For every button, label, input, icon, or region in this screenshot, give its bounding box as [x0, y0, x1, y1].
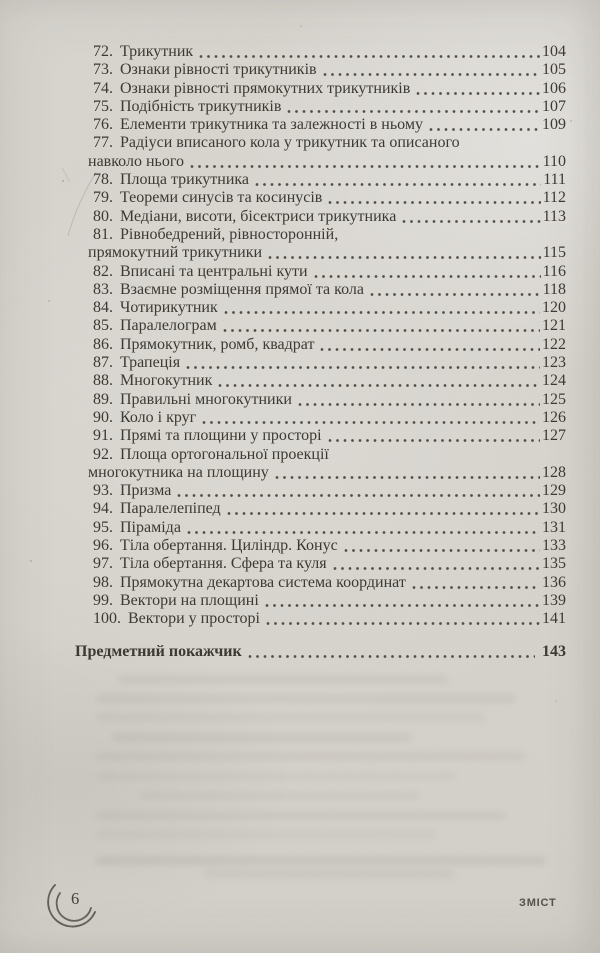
entry-number: 76.	[93, 116, 113, 134]
toc-entry	[88, 482, 566, 500]
entry-number: 92.	[93, 445, 113, 463]
paper-specks	[0, 0, 2, 2]
toc-entry	[88, 116, 566, 134]
show-through-smudge	[118, 675, 448, 684]
show-through-smudge	[96, 830, 436, 839]
toc-entry	[88, 134, 566, 152]
dot-leader	[322, 61, 540, 79]
entry-title-continued: многокутника на площину	[88, 463, 269, 481]
dot-leader	[267, 244, 541, 262]
entry-title: Прямокутна декартова система координат	[120, 573, 406, 591]
entry-title: Вектори на площині	[120, 591, 259, 609]
entry-number: 97.	[93, 555, 113, 573]
dot-leader	[222, 317, 540, 335]
toc-entry	[88, 336, 566, 354]
dot-leader	[185, 354, 540, 372]
index-page-number: 143	[542, 642, 566, 660]
toc-entry-continuation	[88, 464, 566, 482]
entry-page-number: 130	[542, 500, 566, 518]
entry-number: 74.	[93, 79, 113, 97]
toc-entry	[88, 226, 566, 244]
dot-leader	[428, 116, 540, 134]
toc-entry-continuation	[88, 153, 566, 171]
entry-number: 86.	[93, 335, 113, 353]
dot-leader	[198, 43, 540, 61]
entry-title: Правильні многокутники	[120, 390, 292, 408]
toc-entry	[88, 372, 566, 390]
dot-leader	[401, 208, 540, 226]
dot-leader	[176, 482, 540, 500]
entry-title: Трапеція	[120, 354, 181, 372]
entry-number: 80.	[93, 207, 113, 225]
entry-title: Паралелепіпед	[120, 500, 221, 518]
entry-title: Вектори у просторі	[128, 610, 260, 628]
toc-list	[88, 43, 566, 629]
toc-entry-continuation	[88, 244, 566, 262]
entry-page-number: 122	[542, 335, 566, 353]
entry-page-number: 127	[542, 427, 566, 445]
toc-entry	[88, 537, 566, 555]
toc-entry	[88, 409, 566, 427]
entry-title: Коло і круг	[120, 408, 197, 426]
show-through-smudge	[96, 713, 486, 722]
index-entry	[75, 643, 566, 661]
entry-number: 88.	[93, 372, 113, 390]
dot-leader	[265, 610, 540, 628]
show-through-smudge	[205, 869, 455, 878]
toc-entry	[88, 519, 566, 537]
dot-leader	[332, 555, 540, 573]
entry-number: 82.	[93, 262, 113, 280]
dot-leader	[254, 171, 541, 189]
dot-leader	[189, 153, 541, 171]
dot-leader	[369, 281, 541, 299]
toc-entry	[88, 171, 566, 189]
show-through-smudge	[96, 752, 526, 761]
entry-number: 94.	[93, 500, 113, 518]
table-of-contents	[75, 43, 566, 661]
entry-number: 100.	[93, 610, 121, 628]
dot-leader	[217, 372, 540, 390]
entry-page-number: 107	[542, 97, 566, 115]
toc-entry	[88, 555, 566, 573]
toc-entry	[88, 263, 566, 281]
entry-title: Площа трикутника	[120, 171, 250, 189]
dot-leader	[319, 336, 540, 354]
show-through-smudge	[140, 791, 420, 800]
entry-page-number: 110	[542, 152, 566, 170]
entry-title-continued: прямокутний трикутники	[88, 244, 263, 262]
entry-page-number: 124	[542, 372, 566, 390]
entry-number: 72.	[93, 43, 113, 60]
entry-title: Прямі та площини у просторі	[120, 427, 322, 445]
entry-number: 93.	[93, 482, 113, 500]
entry-title: Елементи трикутника та залежності в ньому	[120, 116, 423, 134]
entry-page-number: 129	[542, 482, 566, 500]
entry-title: Ознаки рівності трикутників	[120, 61, 317, 79]
dot-leader	[186, 519, 540, 537]
toc-entry	[88, 208, 566, 226]
entry-page-number: 136	[542, 573, 566, 591]
entry-title: Піраміда	[120, 518, 181, 536]
toc-entry	[88, 98, 566, 116]
entry-page-number: 123	[542, 354, 566, 372]
entry-page-number: 125	[542, 390, 566, 408]
folio-page-number: 6	[71, 889, 80, 908]
entry-number: 91.	[93, 427, 113, 445]
dot-leader	[226, 500, 540, 518]
entry-page-number: 118	[542, 280, 566, 298]
entry-title-continued: навколо нього	[88, 152, 184, 170]
entry-page-number: 113	[542, 207, 566, 225]
entry-number: 77.	[93, 134, 113, 152]
show-through-smudge	[96, 694, 516, 703]
entry-title: Рівнобедрений, рівносторонній,	[120, 225, 339, 243]
entry-number: 83.	[93, 280, 113, 298]
entry-title: Подібність трикутників	[120, 97, 282, 115]
dot-leader	[415, 80, 540, 98]
entry-title: Тіла обертання. Циліндр. Конус	[120, 537, 338, 555]
dot-leader	[327, 189, 540, 207]
entry-page-number: 126	[542, 408, 566, 426]
dot-leader	[297, 391, 540, 409]
dot-leader	[247, 643, 535, 661]
entry-page-number: 121	[542, 317, 566, 335]
entry-number: 87.	[93, 354, 113, 372]
entry-number: 73.	[93, 61, 113, 79]
entry-number: 81.	[93, 225, 113, 243]
entry-title: Теореми синусів та косинусів	[120, 189, 323, 207]
entry-page-number: 112	[542, 189, 566, 207]
entry-number: 95.	[93, 518, 113, 536]
entry-number: 79.	[93, 189, 113, 207]
entry-title: Чотирикутник	[120, 299, 218, 317]
entry-page-number: 139	[542, 591, 566, 609]
toc-entry	[88, 592, 566, 610]
dot-leader	[313, 263, 541, 281]
show-through-smudge	[112, 733, 412, 742]
entry-page-number: 131	[542, 518, 566, 536]
dot-leader	[223, 299, 540, 317]
entry-page-number: 128	[542, 463, 566, 481]
entry-number: 78.	[93, 171, 113, 189]
entry-number: 84.	[93, 299, 113, 317]
dot-leader	[343, 537, 540, 555]
entry-page-number: 141	[542, 610, 566, 628]
toc-entry	[88, 317, 566, 335]
show-through-smudge	[96, 811, 506, 820]
toc-entry	[88, 427, 566, 445]
entry-title: Призма	[120, 482, 172, 500]
entry-page-number: 133	[542, 537, 566, 555]
index-title: Предметний покажчик	[75, 642, 242, 660]
entry-page-number: 109	[542, 116, 566, 134]
entry-title: Трикутник	[120, 43, 194, 60]
entry-page-number: 104	[542, 43, 566, 60]
dot-leader	[411, 574, 540, 592]
entry-number: 90.	[93, 408, 113, 426]
entry-page-number: 135	[542, 555, 566, 573]
toc-entry	[88, 80, 566, 98]
entry-page-number: 115	[542, 244, 566, 262]
entry-title: Радіуси вписаного кола у трикутник та описаного	[120, 134, 460, 152]
show-through-smudge	[96, 856, 546, 865]
entry-page-number: 111	[543, 171, 566, 189]
dot-leader	[327, 427, 540, 445]
entry-title: Взаємне розміщення прямої та кола	[120, 280, 364, 298]
entry-title: Медіани, висоти, бісектриси трикутника	[120, 207, 397, 225]
entry-page-number: 116	[542, 262, 566, 280]
entry-number: 89.	[93, 390, 113, 408]
entry-title: Ознаки рівності прямокутних трикутників	[120, 79, 411, 97]
toc-entry	[88, 574, 566, 592]
toc-entry	[88, 610, 566, 628]
running-title: ЗМІСТ	[519, 897, 557, 909]
toc-entry	[88, 354, 566, 372]
show-through-smudge	[96, 772, 456, 781]
toc-entry	[88, 43, 566, 61]
entry-title: Паралелограм	[120, 317, 217, 335]
dot-leader	[274, 464, 540, 482]
entry-page-number: 105	[542, 61, 566, 79]
entry-title: Многокутник	[120, 372, 213, 390]
dot-leader	[264, 592, 540, 610]
toc-entry	[88, 391, 566, 409]
entry-page-number: 120	[542, 299, 566, 317]
entry-number: 75.	[93, 97, 113, 115]
entry-title: Прямокутник, ромб, квадрат	[120, 335, 315, 353]
toc-entry	[88, 189, 566, 207]
toc-entry	[88, 500, 566, 518]
entry-number: 99.	[93, 591, 113, 609]
dot-leader	[286, 98, 540, 116]
entry-title: Вписані та центральні кути	[120, 262, 308, 280]
dot-leader	[201, 409, 540, 427]
entry-page-number: 106	[542, 79, 566, 97]
toc-entry	[88, 446, 566, 464]
entry-number: 85.	[93, 317, 113, 335]
entry-title: Площа ортогональної проекції	[120, 445, 329, 463]
toc-entry	[88, 299, 566, 317]
toc-entry	[88, 281, 566, 299]
entry-number: 98.	[93, 573, 113, 591]
entry-title: Тіла обертання. Сфера та куля	[120, 555, 327, 573]
entry-number: 96.	[93, 537, 113, 555]
toc-entry	[88, 61, 566, 79]
